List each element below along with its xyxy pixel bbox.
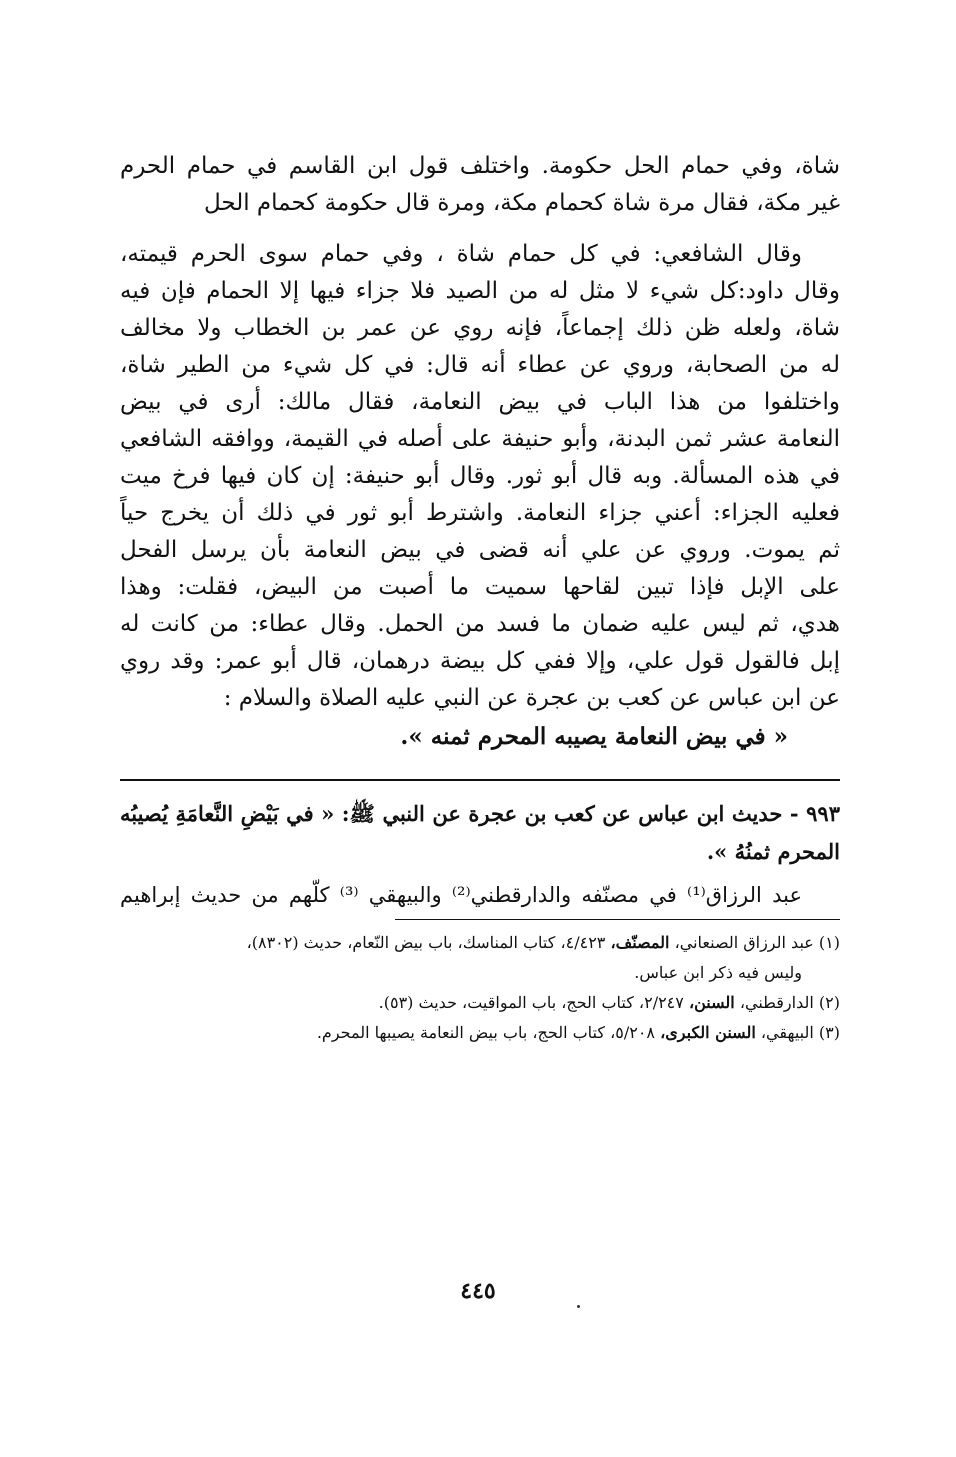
footnote-divider	[395, 919, 840, 920]
text-line: إبل فالقول قول علي، وإلا ففي كل بيضة درهمان، قال أبو عمر: وقد روي	[120, 648, 840, 674]
hadith-body-line: عبد الرزاق⁽¹⁾ في مصنّفه والدارقطني⁽²⁾ والبيهقي ⁽³⁾ كلّهم من حديث إبراهيم	[120, 883, 803, 907]
footnotes	[120, 928, 840, 1048]
text-line: النعامة عشر ثمن البدنة، وأبو حنيفة على أصله في القيمة، ووافقه الشافعي	[120, 426, 840, 452]
text-line: غير مكة، فقال مرة شاة كحمام مكة، ومرة قال حكومة كحمام الحل	[203, 190, 840, 216]
page-number: ٤٤٥	[460, 1278, 496, 1304]
page-content	[120, 148, 840, 1048]
text-line: وقال داود:كل شيء لا مثل له من الصيد فلا جزاء فيها إلا الحمام فإن فيه	[120, 278, 840, 304]
section-divider	[120, 779, 840, 781]
footnote-number: (٢)	[818, 993, 840, 1012]
hadith-heading-line: ٩٩٣ - حديث ابن عباس عن كعب بن عجرة عن النبي ﷺ: « في بَيْضِ النَّعامَةِ يُصيبُه	[120, 801, 840, 826]
footnote-text: ٤/٤٢٣، كتاب المناسك، باب بيض النّعام، حديث (٨٣٠٢)،	[246, 933, 606, 952]
text-line: هدي، ثم ليس عليه ضمان ما فسد من الحمل. وقال عطاء: من كانت له	[120, 611, 840, 637]
footnote-number: (١)	[818, 933, 840, 952]
text-line: وقال الشافعي: في كل حمام شاة ، وفي حمام سوى الحرم قيمته،	[120, 241, 802, 267]
text-line: عن ابن عباس عن كعب بن عجرة عن النبي عليه الصلاة والسلام :	[223, 685, 840, 711]
footnote-2	[120, 988, 840, 1018]
footnote-source-title: المصنّف،	[610, 933, 670, 952]
paragraph-2	[120, 236, 840, 717]
text-line: فعليه الجزاء: أعني جزاء النعامة. واشترط أبو ثور في ذلك أن يخرج حياً	[120, 500, 840, 526]
footnote-1	[120, 928, 840, 958]
text-line: على الإبل فإذا تبين لقاحها سميت ما أصبت من البيض، فقلت: وهذا	[120, 574, 840, 600]
text-line: ثم يموت. وروي عن علي أنه قضى في بيض النعامة بأن يرسل الفحل	[120, 537, 840, 563]
footnote-number: (٣)	[818, 1023, 840, 1042]
footnote-source-title: السنن الكبرى،	[660, 1023, 756, 1042]
hadith-heading-line: المحرم ثمنُهُ ».	[706, 839, 840, 864]
footnote-1-continuation: وليس فيه ذكر ابن عباس.	[634, 963, 802, 982]
footnote-text: عبد الرزاق الصنعاني،	[674, 933, 814, 952]
hadith-quote: « في بيض النعامة يصيبه المحرم ثمنه ».	[400, 723, 788, 750]
text-line: شاة، وفي حمام الحل حكومة. واختلف قول ابن القاسم في حمام الحرم	[120, 153, 840, 179]
text-line: واختلفوا من هذا الباب في بيض النعامة، فقال مالك: أرى في بيض	[120, 389, 840, 415]
paragraph-1	[120, 148, 840, 222]
text-line: له من الصحابة، وروي عن عطاء أنه قال: في كل شيء من الطير شاة،	[120, 352, 840, 378]
text-line: شاة، ولعله ظن ذلك إجماعاً، فإنه روي عن عمر بن الخطاب ولا مخالف	[120, 315, 840, 341]
footnote-source-title: السنن،	[688, 993, 735, 1012]
footnote-text: ٥/٢٠٨، كتاب الحج، باب بيض النعامة يصيبها المحرم.	[316, 1023, 655, 1042]
hadith-annotation	[120, 795, 840, 915]
footnote-text: البيهقي،	[760, 1023, 814, 1042]
text-line: في هذه المسألة. وبه قال أبو ثور. وقال أبو حنيفة: إن كان فيها فرخ ميت	[120, 463, 840, 489]
scan-speck	[577, 1305, 580, 1308]
footnote-3	[120, 1018, 840, 1048]
footnote-text: الدارقطني،	[739, 993, 814, 1012]
footnote-text: ٢/٢٤٧، كتاب الحج، باب المواقيت، حديث (٥٣).	[378, 993, 684, 1012]
